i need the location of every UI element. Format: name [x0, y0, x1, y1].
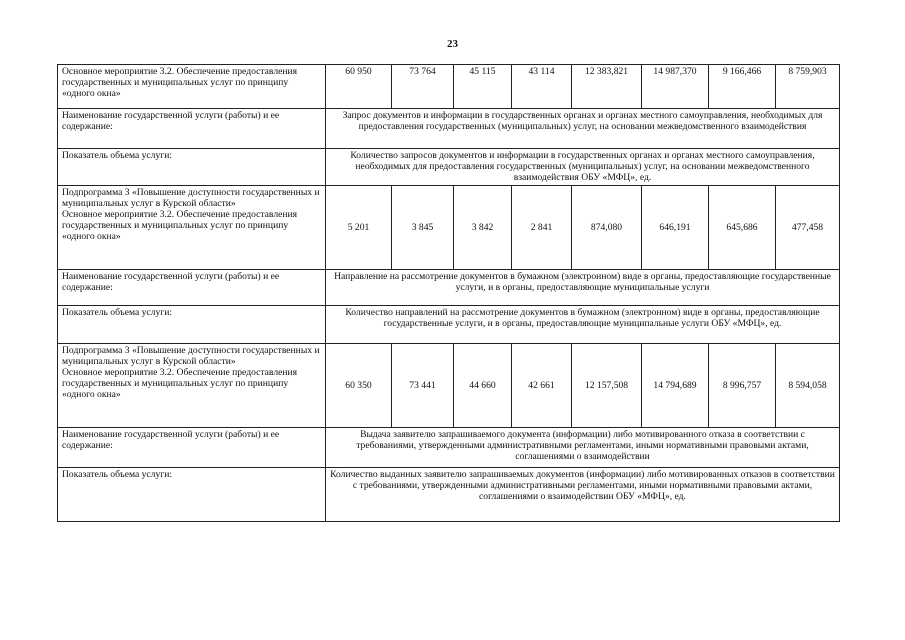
value-cell: 5 201 — [326, 186, 392, 270]
value-cell: 73 441 — [392, 344, 454, 428]
service-name-label: Наименование государственной услуги (работы) и ее содержание: — [58, 428, 326, 468]
value-cell: 12 157,508 — [572, 344, 642, 428]
value-cell: 3 842 — [454, 186, 512, 270]
value-cell: 44 660 — [454, 344, 512, 428]
value-cell: 645,686 — [709, 186, 776, 270]
service-volume-table — [57, 64, 840, 522]
table-row — [58, 306, 840, 344]
activity-label: Основное мероприятие 3.2. Обеспечение предоставления государственных и муниципальных услуг по принципу «одного окна» — [58, 65, 326, 109]
value-cell: 8 594,058 — [776, 344, 840, 428]
service-name-text: Направление на рассмотрение документов в бумажном (электронном) виде в органы, предоставляющие государственные услуги, и в органы, предоставляющие муниципальные услуги — [326, 270, 840, 306]
indicator-text: Количество направлений на рассмотрение документов в бумажном (электронном) виде в органы, предоставляющие государственные услуги, и в органы, предоставляющие муниципальные услуги ОБУ «МФЦ», ед. — [326, 306, 840, 344]
page-number: 23 — [447, 38, 458, 50]
table-row — [58, 428, 840, 468]
program-cell — [58, 344, 326, 428]
value-cell: 73 764 — [392, 65, 454, 109]
value-cell: 14 794,689 — [642, 344, 709, 428]
value-cell: 477,458 — [776, 186, 840, 270]
indicator-text: Количество запросов документов и информации в государственных органах и органах местного самоуправления, необходимых для предоставления государственных (муниципальных) услуг, на основании межведомственного взаимодействия ОБУ «МФЦ», ед. — [326, 149, 840, 186]
value-cell: 2 841 — [512, 186, 572, 270]
service-name-text: Запрос документов и информации в государственных органах и органах местного самоуправления, необходимых для предоставления государственных (муниципальных) услуг, на основании межведомственного взаимодействия — [326, 109, 840, 149]
value-cell: 3 845 — [392, 186, 454, 270]
service-name-label: Наименование государственной услуги (работы) и ее содержание: — [58, 109, 326, 149]
table-row — [58, 149, 840, 186]
indicator-label: Показатель объема услуги: — [58, 149, 326, 186]
activity-label: Основное мероприятие 3.2. Обеспечение предоставления государственных и муниципальных услуг по принципу «одного окна» — [62, 367, 298, 400]
activity-label: Основное мероприятие 3.2. Обеспечение предоставления государственных и муниципальных услуг по принципу «одного окна» — [62, 209, 298, 242]
service-name-label: Наименование государственной услуги (работы) и ее содержание: — [58, 270, 326, 306]
indicator-label: Показатель объема услуги: — [58, 306, 326, 344]
program-cell — [58, 186, 326, 270]
table-row — [58, 186, 840, 270]
table-row — [58, 109, 840, 149]
indicator-label: Показатель объема услуги: — [58, 468, 326, 522]
service-name-text: Выдача заявителю запрашиваемого документа (информации) либо мотивированного отказа в соответствии с требованиями, утвержденными административными регламентами, иными нормативными правовыми актами, соглашениями о взаимодействии — [326, 428, 840, 468]
value-cell: 14 987,370 — [642, 65, 709, 109]
table-row — [58, 344, 840, 428]
subprogram-label: Подпрограмма 3 «Повышение доступности государственных и муниципальных услуг в Курской области» — [62, 345, 320, 367]
indicator-text: Количество выданных заявителю запрашиваемых документов (информации) либо мотивированных отказов в соответствии с требованиями, утвержденными административными регламентами, иными нормативными правовыми актами, соглашениями о взаимодействии ОБУ «МФЦ», ед. — [326, 468, 840, 522]
value-cell: 60 350 — [326, 344, 392, 428]
value-cell: 874,080 — [572, 186, 642, 270]
value-cell: 12 383,821 — [572, 65, 642, 109]
value-cell: 8 996,757 — [709, 344, 776, 428]
table-row — [58, 468, 840, 522]
value-cell: 60 950 — [326, 65, 392, 109]
table-row — [58, 65, 840, 109]
value-cell: 43 114 — [512, 65, 572, 109]
value-cell: 42 661 — [512, 344, 572, 428]
value-cell: 45 115 — [454, 65, 512, 109]
value-cell: 646,191 — [642, 186, 709, 270]
table-row — [58, 270, 840, 306]
value-cell: 9 166,466 — [709, 65, 776, 109]
value-cell: 8 759,903 — [776, 65, 840, 109]
subprogram-label: Подпрограмма 3 «Повышение доступности государственных и муниципальных услуг в Курской области» — [62, 187, 320, 209]
